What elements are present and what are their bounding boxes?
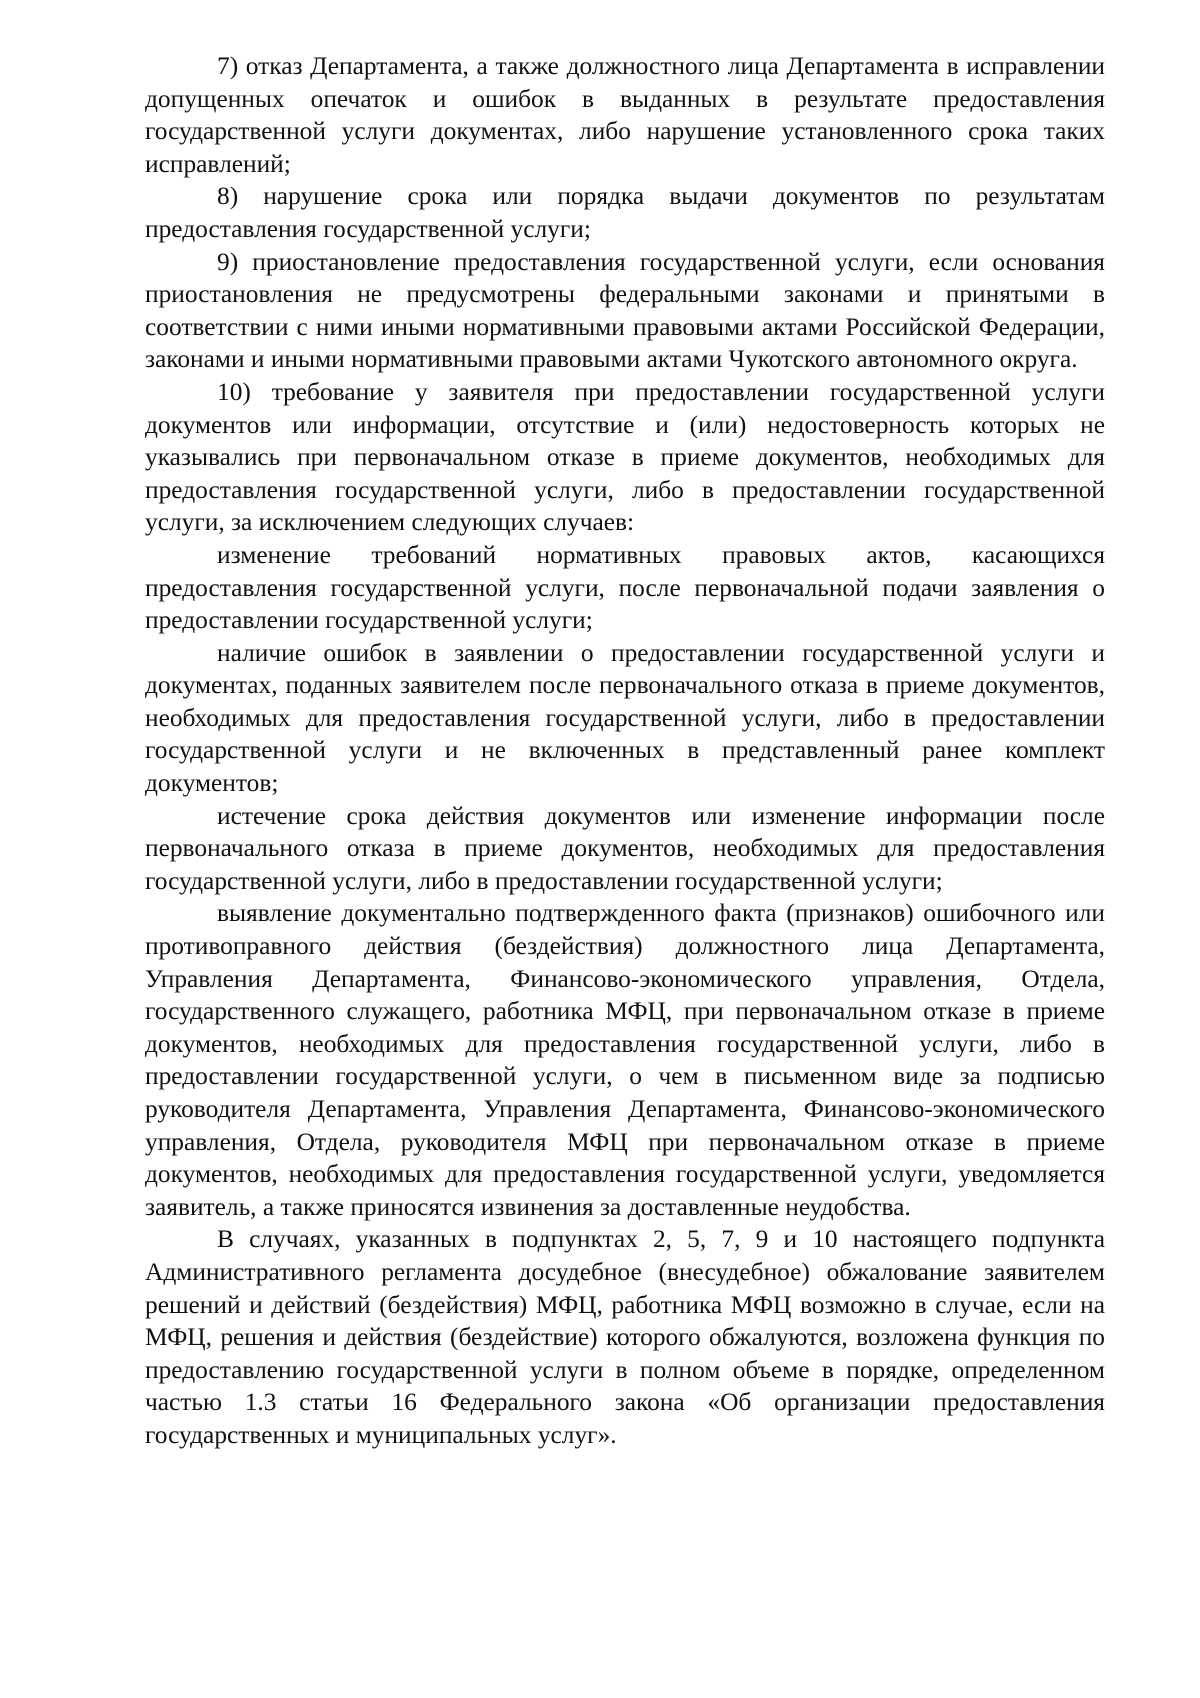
paragraph-item-7: 7) отказ Департамента, а также должностного лица Департамента в исправлении допущенных опечаток и ошибок в выданных в результате предоставления государственной услуги документах, либо нарушение установленного срока таких исправлений; — [145, 52, 1105, 178]
paragraph-item-10: 10) требование у заявителя при предоставлении государственной услуги документов или информации, отсутствие и (или) недостоверность которых не указывались при первоначальном отказе в приеме документов, необходимых для предоставления государственной услуги, либо в предоставлении государственной услуги, за исключением следующих случаев: — [145, 377, 1105, 537]
paragraph-item-9: 9) приостановление предоставления государственной услуги, если основания приостановления не предусмотрены федеральными законами и принятыми в соответствии с ними иными нормативными правовыми актами Российской Федерации, законами и иными нормативными правовыми актами Чукотского автономного округа. — [145, 247, 1105, 374]
paragraph-exception-misconduct: выявление документально подтвержденного факта (признаков) ошибочного или противоправного действия (бездействия) должностного лица Департамента, Управления Департамента, Финансово-экономического управления, Отдела, государственного служащего, работника МФЦ, при первоначальном отказе в приеме документов, необходимых для предоставления государственной услуги, либо в предоставлении государственной услуги, о чем в письменном виде за подписью руководителя Департамента, Управления Департамента, Финансово-экономического управления, Отдела, руководителя МФЦ при первоначальном отказе в приеме документов, необходимых для предоставления государственной услуги, уведомляется заявитель, а также приносятся извинения за доставленные неудобства. — [145, 899, 1105, 1221]
paragraph-exception-expiry: истечение срока действия документов или изменение информации после первоначального отказа в приеме документов, необходимых для предоставления государственной услуги, либо в предоставлении государственной услуги; — [145, 801, 1105, 895]
paragraph-exception-errors: наличие ошибок в заявлении о предоставлении государственной услуги и документах, поданных заявителем после первоначального отказа в приеме документов, необходимых для предоставления государственной услуги, либо в предоставлении государственной услуги и не включенных в представленный ранее комплект документов; — [145, 638, 1105, 798]
paragraph-exception-requirements-change: изменение требований нормативных правовых актов, касающихся предоставления государственной услуги, после первоначальной подачи заявления о предоставлении государственной услуги; — [145, 540, 1105, 635]
document-body — [145, 50, 1105, 1452]
paragraph-mfc-appeal: В случаях, указанных в подпунктах 2, 5, 7, 9 и 10 настоящего подпункта Административного регламента досудебное (внесудебное) обжалование заявителем решений и действий (бездействия) МФЦ, работника МФЦ возможно в случае, если на МФЦ, решения и действия (бездействие) которого обжалуются, возложена функция по предоставлению государственной услуги в полном объеме в порядке, определенном частью 1.3 статьи 16 Федерального закона «Об организации предоставления государственных и муниципальных услуг». — [145, 1225, 1105, 1449]
paragraph-item-8: 8) нарушение срока или порядка выдачи документов по результатам предоставления государственной услуги; — [145, 182, 1105, 243]
